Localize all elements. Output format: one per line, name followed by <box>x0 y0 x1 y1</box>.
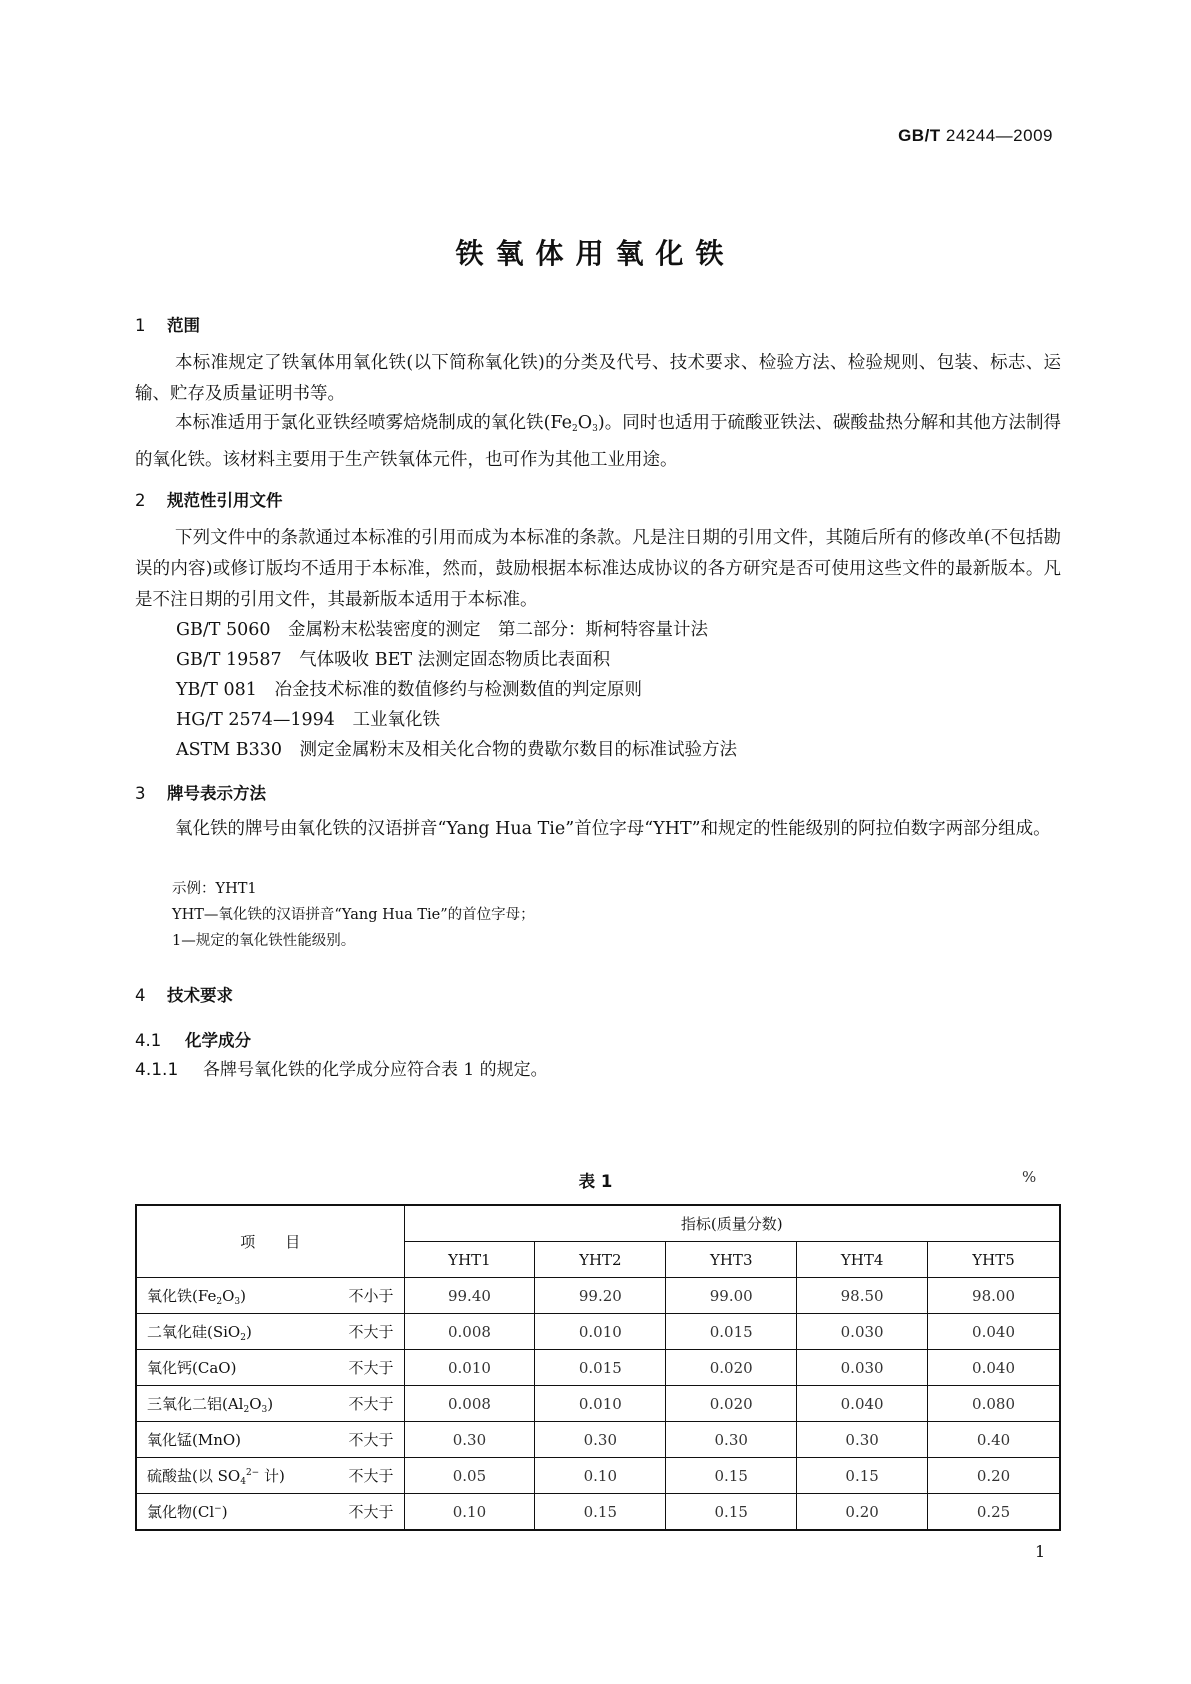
item-cell: 氧化锰(MnO) 不大于 <box>136 1422 404 1458</box>
section-title: 牌号表示方法 <box>167 784 266 803</box>
value-cell: 98.00 <box>928 1278 1060 1314</box>
value-cell: 0.15 <box>666 1494 797 1531</box>
section-title: 化学成分 <box>185 1031 251 1050</box>
normative-reference: YB/T 081 冶金技术标准的数值修约与检测数值的判定原则 <box>176 680 642 700</box>
grade-header: YHT3 <box>666 1242 797 1278</box>
grade-header: YHT5 <box>928 1242 1060 1278</box>
value-cell: 0.020 <box>666 1386 797 1422</box>
section-2-heading <box>135 487 283 511</box>
section-number: 2 <box>135 491 146 510</box>
table-unit: % <box>1022 1168 1037 1186</box>
limit-qualifier: 不大于 <box>348 1431 394 1449</box>
value-cell: 0.20 <box>928 1458 1060 1494</box>
table-row <box>136 1278 1060 1314</box>
limit-qualifier: 不大于 <box>348 1359 394 1377</box>
table-row <box>136 1422 1060 1458</box>
normative-reference: HG/T 2574—1994 工业氧化铁 <box>176 710 440 730</box>
value-cell: 0.008 <box>404 1314 535 1350</box>
value-cell: 0.010 <box>535 1314 666 1350</box>
value-cell: 0.010 <box>535 1386 666 1422</box>
item-cell: 氧化钙(CaO) 不大于 <box>136 1350 404 1386</box>
value-cell: 0.020 <box>666 1350 797 1386</box>
value-cell: 0.030 <box>797 1350 928 1386</box>
item-cell: 硫酸盐(以 $SO_4^{2-}$ 计) 不大于 <box>136 1458 404 1494</box>
normative-reference: ASTM B330 测定金属粉末及相关化合物的费歇尔数目的标准试验方法 <box>176 740 738 760</box>
section-title: 范围 <box>167 316 200 335</box>
value-cell: 98.50 <box>797 1278 928 1314</box>
section-number: 1 <box>135 316 146 335</box>
value-cell: 0.30 <box>535 1422 666 1458</box>
limit-qualifier: 不大于 <box>348 1466 394 1485</box>
limit-qualifier: 不大于 <box>348 1322 394 1341</box>
document-title: 铁氧体用氧化铁 <box>455 237 736 270</box>
value-cell: 0.010 <box>404 1350 535 1386</box>
normative-reference: GB/T 19587 气体吸收 BET 法测定固态物质比表面积 <box>176 650 611 670</box>
page-number: 1 <box>1035 1542 1046 1561</box>
value-cell: 0.040 <box>797 1386 928 1422</box>
section-number: 4 <box>135 986 146 1005</box>
item-cell: 二氧化硅(SiO$_2$) 不大于 <box>136 1314 404 1350</box>
value-cell: 0.05 <box>404 1458 535 1494</box>
example-note: YHT—氧化铁的汉语拼音“Yang Hua Tie”的首位字母； <box>172 907 535 923</box>
table-row <box>136 1494 1060 1531</box>
section-title: 规范性引用文件 <box>167 491 283 510</box>
item-cell: 三氧化二铝$(Al_2O_3)$ 不大于 <box>136 1386 404 1422</box>
value-cell: 0.030 <box>797 1314 928 1350</box>
chemical-composition-table <box>135 1204 1061 1531</box>
table-caption: 表 1 <box>578 1172 613 1191</box>
value-cell: 0.15 <box>535 1494 666 1531</box>
section-title: 技术要求 <box>167 986 233 1005</box>
item-cell: 氧化铁$(Fe_2O_3)$ 不小于 <box>136 1278 404 1314</box>
value-cell: 99.40 <box>404 1278 535 1314</box>
value-cell: 0.15 <box>797 1458 928 1494</box>
item-header: 项 目 <box>136 1205 404 1278</box>
limit-qualifier: 不大于 <box>348 1503 394 1521</box>
value-cell: 0.040 <box>928 1350 1060 1386</box>
clause-text: 各牌号氧化铁的化学成分应符合表 1 的规定。 <box>203 1060 548 1080</box>
value-cell: 0.25 <box>928 1494 1060 1531</box>
section-number: 4.1 <box>135 1031 162 1050</box>
limit-qualifier: 不大于 <box>348 1394 394 1413</box>
value-cell: 0.10 <box>535 1458 666 1494</box>
value-cell: 0.30 <box>797 1422 928 1458</box>
value-cell: 99.00 <box>666 1278 797 1314</box>
table-row <box>136 1386 1060 1422</box>
item-cell: 氯化物(Cl−) 不大于 <box>136 1494 404 1531</box>
value-cell: 0.15 <box>666 1458 797 1494</box>
section-3-paragraph-1: 氧化铁的牌号由氧化铁的汉语拼音“Yang Hua Tie”首位字母“YHT”和规定的性能级别的阿拉伯数字两部分组成。 <box>175 819 1051 839</box>
value-cell: 0.20 <box>797 1494 928 1531</box>
section-1-paragraph-2: 本标准适用于氯化亚铁经喷雾焙烧制成的氧化铁$(Fe_2O_3)$。同时也适用于硫酸亚铁法、碳酸盐热分解和其他方法制得的氧化铁。该材料主要用于生产铁氧体元件，也可作为其他工业用途。 <box>135 413 1062 470</box>
value-cell: 0.008 <box>404 1386 535 1422</box>
section-3-heading <box>135 780 266 804</box>
value-cell: 0.015 <box>666 1314 797 1350</box>
table-row <box>136 1314 1060 1350</box>
clause-4-1-1 <box>135 1055 548 1080</box>
clause-number: 4.1.1 <box>135 1060 179 1080</box>
grade-header: YHT1 <box>404 1242 535 1278</box>
value-cell: 0.015 <box>535 1350 666 1386</box>
grade-header: YHT2 <box>535 1242 666 1278</box>
value-cell: 0.30 <box>666 1422 797 1458</box>
section-1-heading <box>135 312 200 336</box>
table-row <box>136 1350 1060 1386</box>
group-header: 指标(质量分数) <box>404 1205 1060 1242</box>
standard-number: 24244—2009 <box>945 126 1053 145</box>
grade-header: YHT4 <box>797 1242 928 1278</box>
standard-prefix: GB/T <box>898 126 941 145</box>
value-cell: 0.10 <box>404 1494 535 1531</box>
example-text: 示例：YHT1 <box>172 881 257 897</box>
section-4-1-heading <box>135 1027 251 1051</box>
section-number: 3 <box>135 784 146 803</box>
normative-reference: GB/T 5060 金属粉末松装密度的测定 第二部分：斯柯特容量计法 <box>176 620 709 640</box>
table-row <box>136 1458 1060 1494</box>
value-cell: 0.30 <box>404 1422 535 1458</box>
section-4-heading <box>135 982 233 1006</box>
value-cell: 0.40 <box>928 1422 1060 1458</box>
section-1-paragraph-1: 本标准规定了铁氧体用氧化铁(以下简称氧化铁)的分类及代号、技术要求、检验方法、检验规则、包装、标志、运输、贮存及质量证明书等。 <box>135 353 1061 404</box>
value-cell: 0.080 <box>928 1386 1060 1422</box>
standard-code <box>898 126 1053 146</box>
limit-qualifier: 不小于 <box>348 1286 394 1305</box>
section-2-paragraph-1: 下列文件中的条款通过本标准的引用而成为本标准的条款。凡是注日期的引用文件，其随后所有的修改单(不包括勘误的内容)或修订版均不适用于本标准，然而，鼓励根据本标准达成协议的各方研究是否可使用这些文件的最新版本。凡是不注日期的引用文件，其最新版本适用于本标准。 <box>135 528 1061 610</box>
value-cell: 0.040 <box>928 1314 1060 1350</box>
value-cell: 99.20 <box>535 1278 666 1314</box>
example-note: 1—规定的氧化铁性能级别。 <box>172 933 356 949</box>
